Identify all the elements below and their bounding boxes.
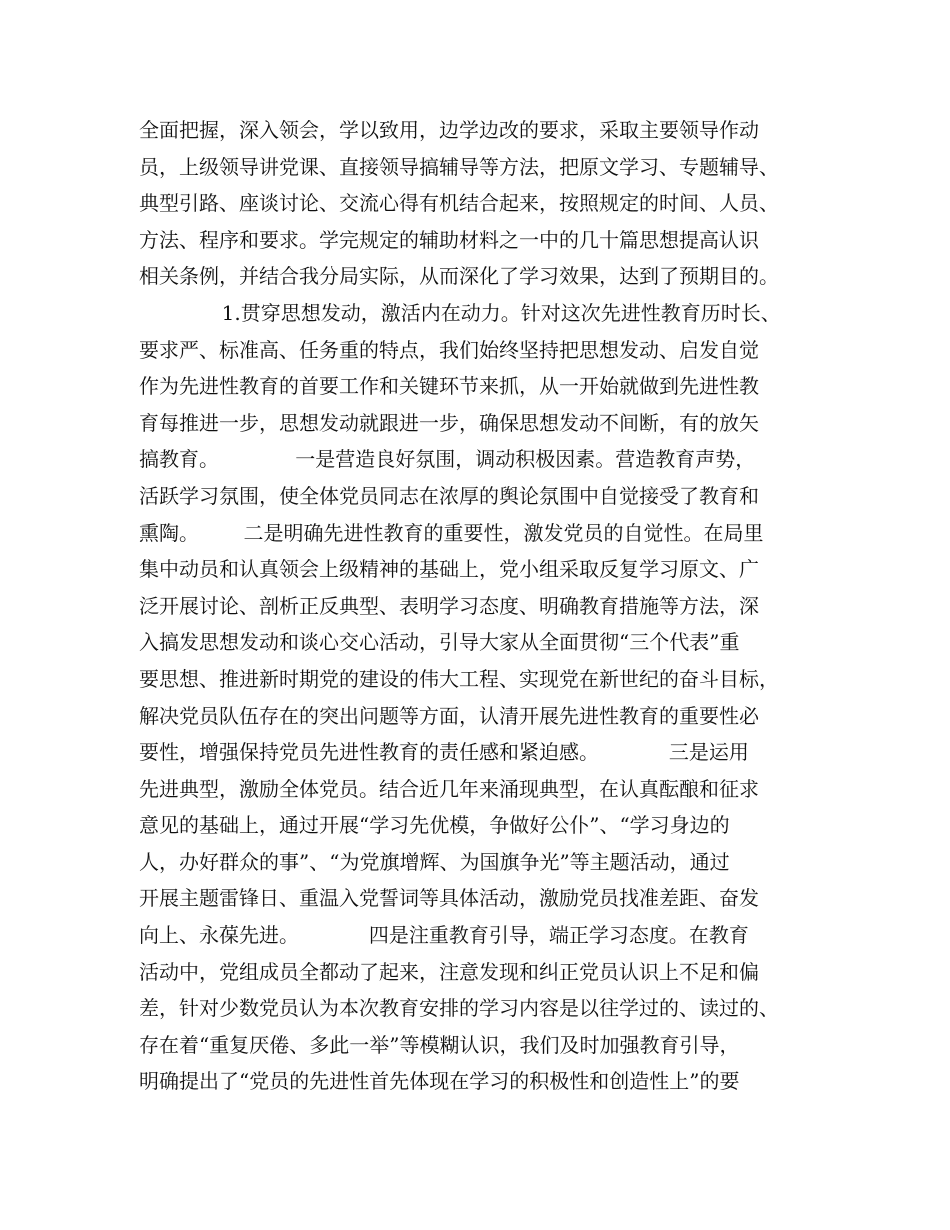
- text-line-4: 方法、程序和要求。学完规定的辅助材料之一中的几十篇思想提高认识: [139, 227, 759, 252]
- text-line-10: 搞教育。 一是营造良好氛围，调动积极因素。营造教育声势，: [139, 447, 756, 472]
- text-line-3: 典型引路、座谈讨论、交流心得有机结合起来，按照规定的时间、人员、: [139, 191, 779, 216]
- text-line-12: 熏陶。 二是明确先进性教育的重要性，激发党员的自觉性。在局里: [139, 520, 764, 545]
- text-line-11: 活跃学习氛围，使全体党员同志在浓厚的舆论氛围中自觉接受了教育和: [139, 483, 759, 508]
- body-text: [139, 112, 839, 1100]
- text-line-24: 活动中，党组成员全都动了起来，注意发现和纠正党员认识上不足和偏: [139, 959, 759, 984]
- text-line-25: 差，针对少数党员认为本次教育安排的学习内容是以往学过的、读过的、: [139, 996, 779, 1021]
- text-line-14: 泛开展讨论、剖析正反典型、表明学习态度、明确教育措施等方法，深: [139, 593, 759, 618]
- text-line-5: 相关条例，并结合我分局实际，从而深化了学习效果，达到了预期目的。: [139, 264, 779, 289]
- text-line-17: 解决党员队伍存在的突出问题等方面，认清开展先进性教育的重要性必: [139, 703, 759, 728]
- text-line-16: 要思想、推进新时期党的建设的伟大工程、实现党在新世纪的奋斗目标，: [139, 666, 779, 691]
- text-line-18: 要性，增强保持党员先进性教育的责任感和紧迫感。 三是运用: [139, 740, 749, 765]
- text-line-15: 入搞发思想发动和谈心交心活动，引导大家从全面贯彻“三个代表”重: [139, 630, 740, 655]
- text-line-6: 1.贯穿思想发动，激活内在动力。针对这次先进性教育历时长、: [139, 300, 781, 325]
- text-line-23: 向上、永葆先进。 四是注重教育引导，端正学习态度。在教育: [139, 923, 749, 948]
- text-line-1: 全面把握，深入领会，学以致用，边学边改的要求，采取主要领导作动: [139, 118, 759, 142]
- text-line-22: 开展主题雷锋日、重温入党誓词等具体活动，激励党员找准差距、奋发: [139, 886, 759, 911]
- text-line-20: 意见的基础上，通过开展“学习先优模，争做好公仆”、“学习身边的: [139, 813, 730, 838]
- text-line-21: 人，办好群众的事”、“为党旗增辉、为国旗争光”等主题活动，通过: [139, 849, 730, 874]
- text-line-13: 集中动员和认真领会上级精神的基础上，党小组采取反复学习原文、广: [139, 557, 759, 582]
- text-line-26: 存在着“重复厌倦、多此一举”等模糊认识，我们及时加强教育引导，: [139, 1032, 740, 1057]
- text-line-8: 作为先进性教育的首要工作和关键环节来抓，从一开始就做到先进性教: [139, 374, 759, 399]
- text-line-7: 要求严、标准高、任务重的特点，我们始终坚持把思想发动、启发自觉: [139, 337, 759, 362]
- text-line-19: 先进典型，激励全体党员。结合近几年来涌现典型，在认真酝酿和征求: [139, 776, 759, 801]
- text-line-27: 明确提出了“党员的先进性首先体现在学习的积极性和创造性上”的要: [139, 1069, 740, 1094]
- text-line-9: 育每推进一步，思想发动就跟进一步，确保思想发动不间断，有的放矢: [139, 410, 759, 435]
- text-line-2: 员，上级领导讲党课、直接领导搞辅导等方法，把原文学习、专题辅导、: [139, 154, 779, 179]
